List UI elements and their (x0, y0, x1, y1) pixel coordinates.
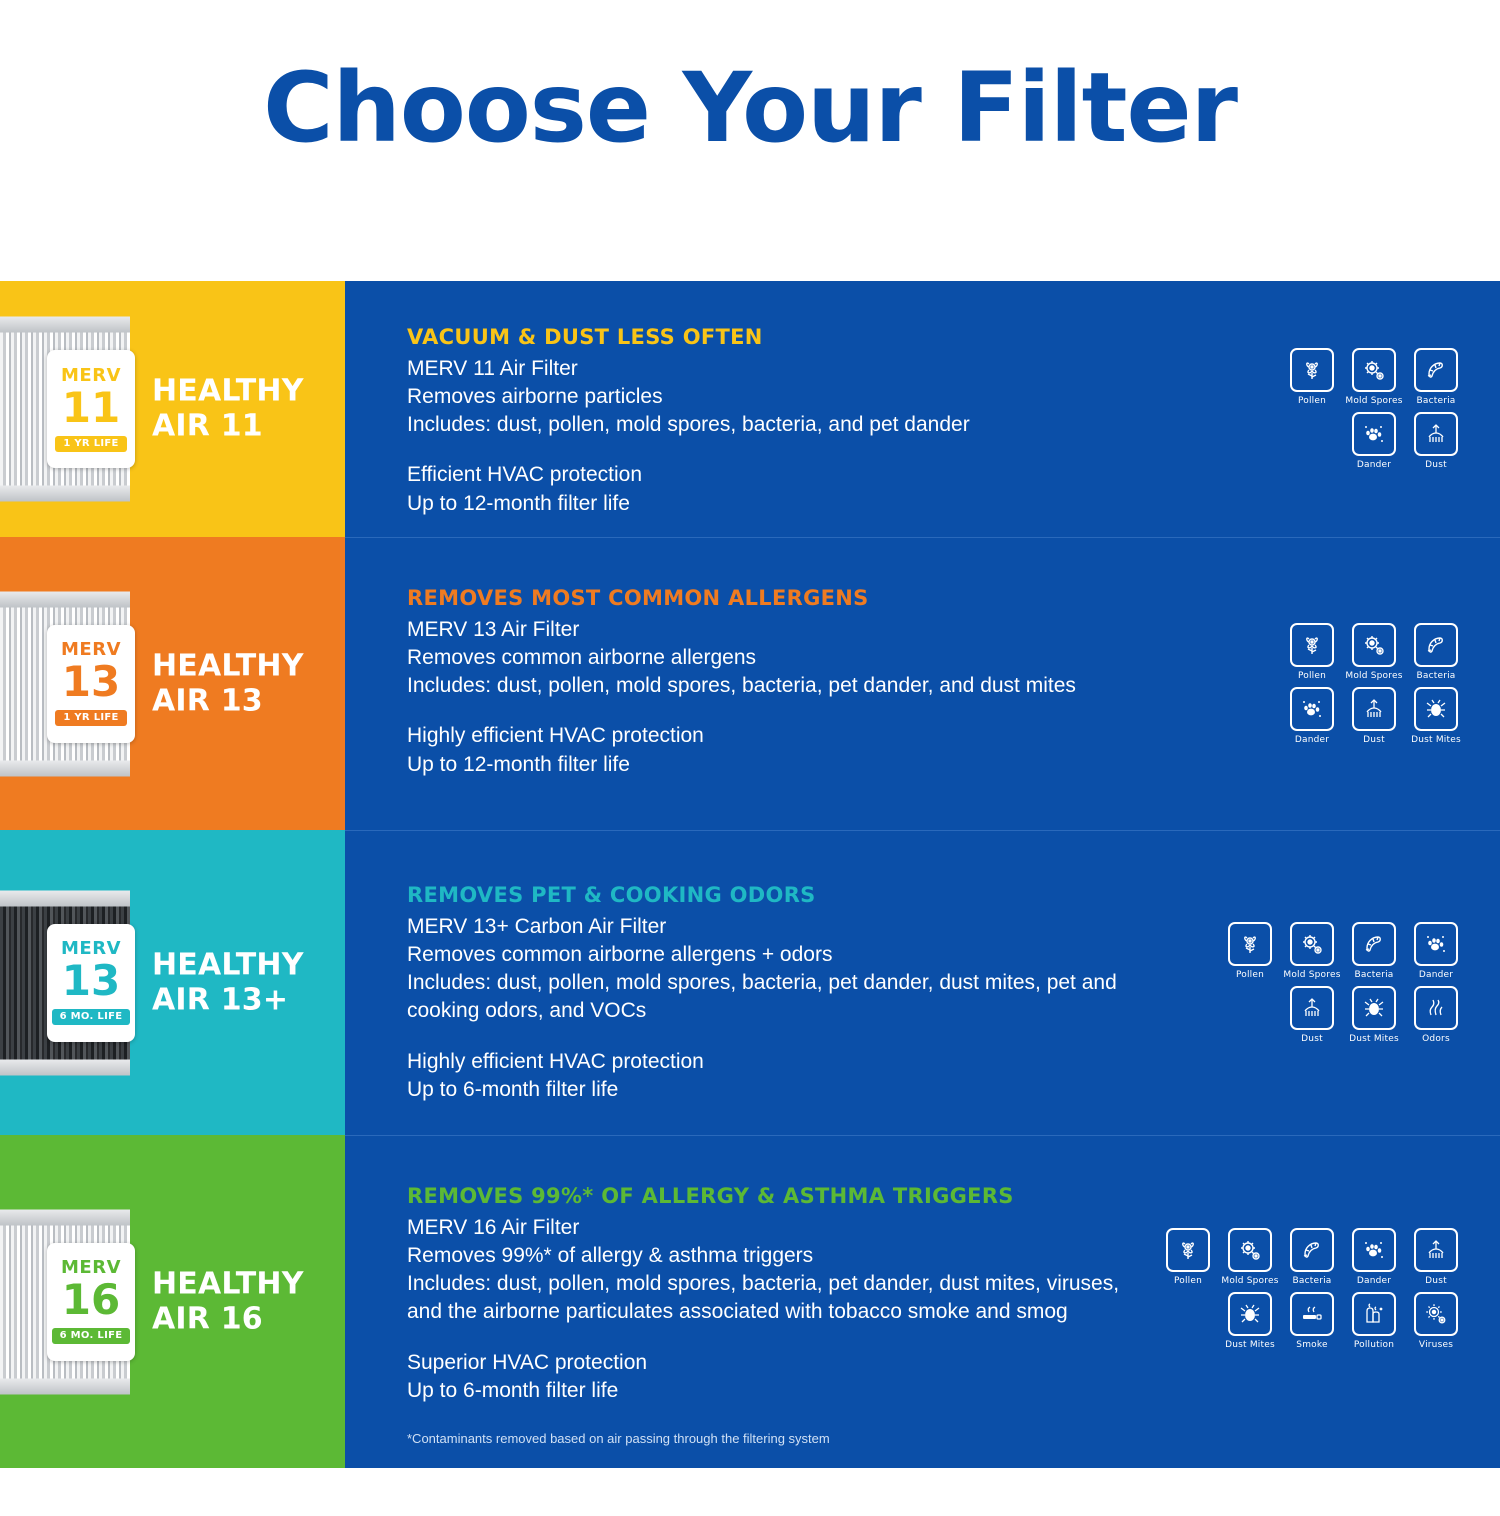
merv-badge: MERV 13 1 YR LIFE (47, 625, 135, 743)
icon-cell-bacteria: Bacteria (1286, 1228, 1338, 1286)
icon-grid-merv16 (1152, 1228, 1462, 1350)
merv-badge: MERV 13 6 MO. LIFE (47, 924, 135, 1042)
row-left-merv13plus (0, 830, 345, 1135)
dander-icon (1352, 412, 1396, 456)
dust-icon (1414, 1228, 1458, 1272)
pollution-icon (1352, 1292, 1396, 1336)
body-merv11: MERV 11 Air Filter Removes airborne particles Includes: dust, pollen, mold spores, bacteria, and pet dander Efficient HVAC protection Up to 12-month filter life (407, 357, 970, 515)
row-left-merv11 (0, 281, 345, 537)
pollen-icon (1228, 922, 1272, 966)
icon-cell-pollen: Pollen (1286, 348, 1338, 406)
filter-row-merv13plus[interactable] (0, 830, 1500, 1135)
icon-cell-mold-spores: Mold Spores (1348, 348, 1400, 406)
icon-cell-pollen: Pollen (1286, 623, 1338, 681)
icon-cell-pollen: Pollen (1162, 1228, 1214, 1286)
icon-cell-pollen: Pollen (1224, 922, 1276, 980)
row-right-merv16 (345, 1135, 1500, 1468)
filter-row-merv16[interactable] (0, 1135, 1500, 1468)
pollen-icon (1166, 1228, 1210, 1272)
dander-icon (1290, 687, 1334, 731)
mold-spores-icon (1352, 623, 1396, 667)
left-label-merv13plus: HEALTHY AIR 13+ (152, 947, 304, 1018)
pollen-icon (1290, 623, 1334, 667)
icon-cell-dust-mites: Dust Mites (1410, 687, 1462, 745)
icon-cell-mold-spores: Mold Spores (1348, 623, 1400, 681)
headline-merv13: REMOVES MOST COMMON ALLERGENS (407, 586, 869, 610)
dust-mites-icon (1414, 687, 1458, 731)
icon-cell-bacteria: Bacteria (1410, 348, 1462, 406)
body-merv13plus: MERV 13+ Carbon Air Filter Removes common airborne allergens + odors Includes: dust, pollen, mold spores, bacteria, pet dander, dust mites, pet and cooking odors, and VOCs Highly efficient HVAC protection Up to 6-month filter life (407, 915, 1117, 1101)
dander-icon (1352, 1228, 1396, 1272)
icon-cell-pollution: Pollution (1348, 1292, 1400, 1350)
body-merv16: MERV 16 Air Filter Removes 99%* of allergy & asthma triggers Includes: dust, pollen, mold spores, bacteria, pet dander, dust mites, viruses, and the airborne particulates associated with tobacco smoke and smog Superior HVAC protection Up to 6-month filter life (407, 1216, 1120, 1402)
icon-cell-dust: Dust (1410, 412, 1462, 470)
row-left-merv16 (0, 1135, 345, 1468)
dust-mites-icon (1352, 986, 1396, 1030)
row-right-merv11 (345, 281, 1500, 537)
dust-icon (1352, 687, 1396, 731)
odors-icon (1414, 986, 1458, 1030)
headline-merv16: REMOVES 99%* OF ALLERGY & ASTHMA TRIGGERS (407, 1184, 1014, 1208)
left-label-merv16: HEALTHY AIR 16 (152, 1266, 304, 1337)
icon-cell-dust: Dust (1348, 687, 1400, 745)
body-merv13: MERV 13 Air Filter Removes common airborne allergens Includes: dust, pollen, mold spores, bacteria, pet dander, and dust mites Highly efficient HVAC protection Up to 12-month filter life (407, 618, 1076, 776)
icon-cell-odors: Odors (1410, 986, 1462, 1044)
headline-merv11: VACUUM & DUST LESS OFTEN (407, 325, 763, 349)
bacteria-icon (1290, 1228, 1334, 1272)
dander-icon (1414, 922, 1458, 966)
filter-row-merv11[interactable] (0, 281, 1500, 537)
icon-grid-merv13plus (1214, 922, 1462, 1044)
filter-rows (0, 281, 1500, 1468)
icon-cell-viruses: Viruses (1410, 1292, 1462, 1350)
mold-spores-icon (1290, 922, 1334, 966)
icon-cell-bacteria: Bacteria (1410, 623, 1462, 681)
icon-cell-mold-spores: Mold Spores (1224, 1228, 1276, 1286)
icon-cell-dust-mites: Dust Mites (1224, 1292, 1276, 1350)
smoke-icon (1290, 1292, 1334, 1336)
icon-cell-mold-spores: Mold Spores (1286, 922, 1338, 980)
icon-grid-merv11 (1282, 348, 1462, 470)
dust-icon (1290, 986, 1334, 1030)
left-label-merv11: HEALTHY AIR 11 (152, 373, 304, 444)
merv-badge: MERV 16 6 MO. LIFE (47, 1243, 135, 1361)
headline-merv13plus: REMOVES PET & COOKING ODORS (407, 883, 816, 907)
icon-cell-dander: Dander (1348, 412, 1400, 470)
icon-cell-dust: Dust (1410, 1228, 1462, 1286)
merv-badge: MERV 11 1 YR LIFE (47, 350, 135, 468)
icon-cell-smoke: Smoke (1286, 1292, 1338, 1350)
bacteria-icon (1352, 922, 1396, 966)
left-label-merv13: HEALTHY AIR 13 (152, 648, 304, 719)
icon-cell-dust-mites: Dust Mites (1348, 986, 1400, 1044)
pollen-icon (1290, 348, 1334, 392)
dust-icon (1414, 412, 1458, 456)
icon-cell-bacteria: Bacteria (1348, 922, 1400, 980)
dust-mites-icon (1228, 1292, 1272, 1336)
row-right-merv13 (345, 537, 1500, 830)
mold-spores-icon (1352, 348, 1396, 392)
row-right-merv13plus (345, 830, 1500, 1135)
row-left-merv13 (0, 537, 345, 830)
icon-cell-dander: Dander (1348, 1228, 1400, 1286)
viruses-icon (1414, 1292, 1458, 1336)
icon-cell-dander: Dander (1286, 687, 1338, 745)
page-title: Choose Your Filter (263, 52, 1237, 164)
icon-grid-merv13 (1282, 623, 1462, 745)
icon-cell-dander: Dander (1410, 922, 1462, 980)
filter-row-merv13[interactable] (0, 537, 1500, 830)
bacteria-icon (1414, 623, 1458, 667)
mold-spores-icon (1228, 1228, 1272, 1272)
footnote: *Contaminants removed based on air passing through the filtering system (407, 1430, 830, 1446)
icon-cell-dust: Dust (1286, 986, 1338, 1044)
bacteria-icon (1414, 348, 1458, 392)
